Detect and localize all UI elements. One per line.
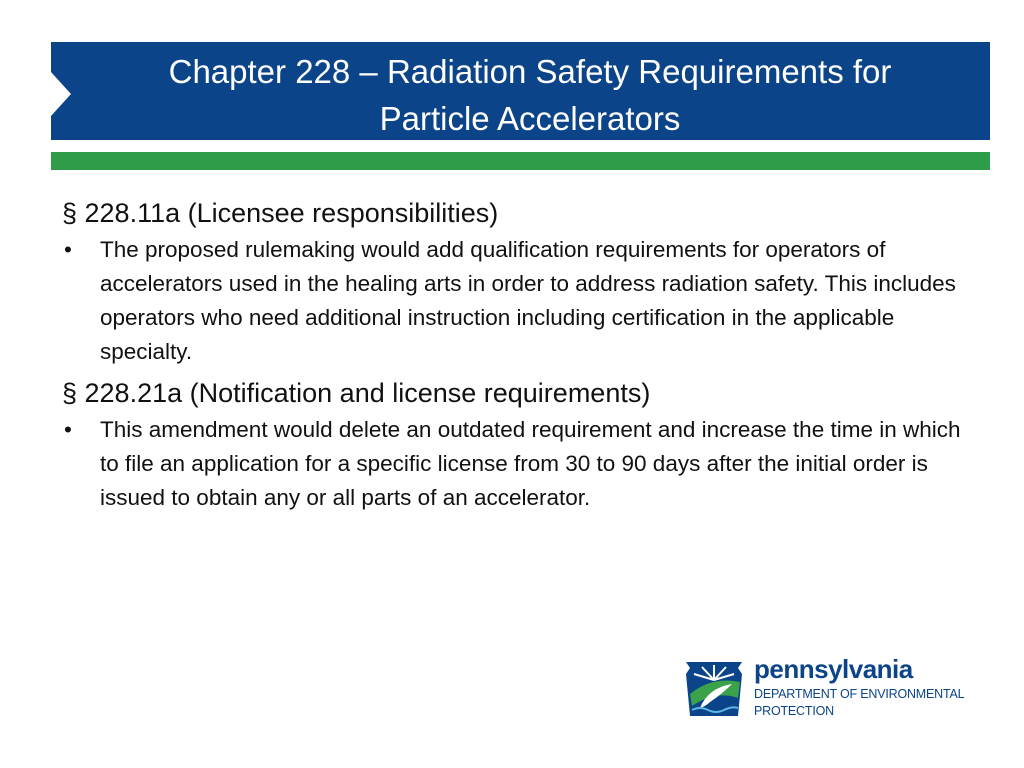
bullet-text: The proposed rulemaking would add qualification requirements for operators of accelerators used in the healing arts in order to address radiation safety. This includes operators who need additional instruction including certification in the applicable specialty. (100, 237, 956, 364)
bullet-item (62, 233, 982, 369)
bullet-item (62, 413, 982, 515)
section-heading-228-11a: § 228.11a (Licensee responsibilities) (62, 198, 499, 228)
logo-subtitle-line-1: DEPARTMENT OF ENVIRONMENTAL (754, 687, 965, 701)
title-notch (51, 72, 71, 116)
pa-keystone-leaf-icon (682, 654, 746, 718)
slide-title-line-1: Chapter 228 – Radiation Safety Requirements for (168, 53, 892, 90)
accent-bar (51, 152, 990, 170)
logo-subtitle (754, 686, 964, 720)
logo-name: pennsylvania (754, 654, 913, 684)
bullet-text: This amendment would delete an outdated requirement and increase the time in which to file an application for a specific license from 30 to 90 days after the initial order is issued to obtain any or all parts of an accelerator. (100, 417, 961, 510)
slide-title (80, 48, 980, 142)
logo-subtitle-line-2: PROTECTION (754, 704, 834, 718)
bullet-mark: • (64, 237, 72, 262)
slide-content (62, 193, 982, 519)
slide-title-line-2: Particle Accelerators (379, 100, 681, 137)
bullet-mark: • (64, 417, 72, 442)
pa-dep-logo (682, 654, 982, 720)
section-heading-228-21a: § 228.21a (Notification and license requirements) (62, 378, 651, 408)
